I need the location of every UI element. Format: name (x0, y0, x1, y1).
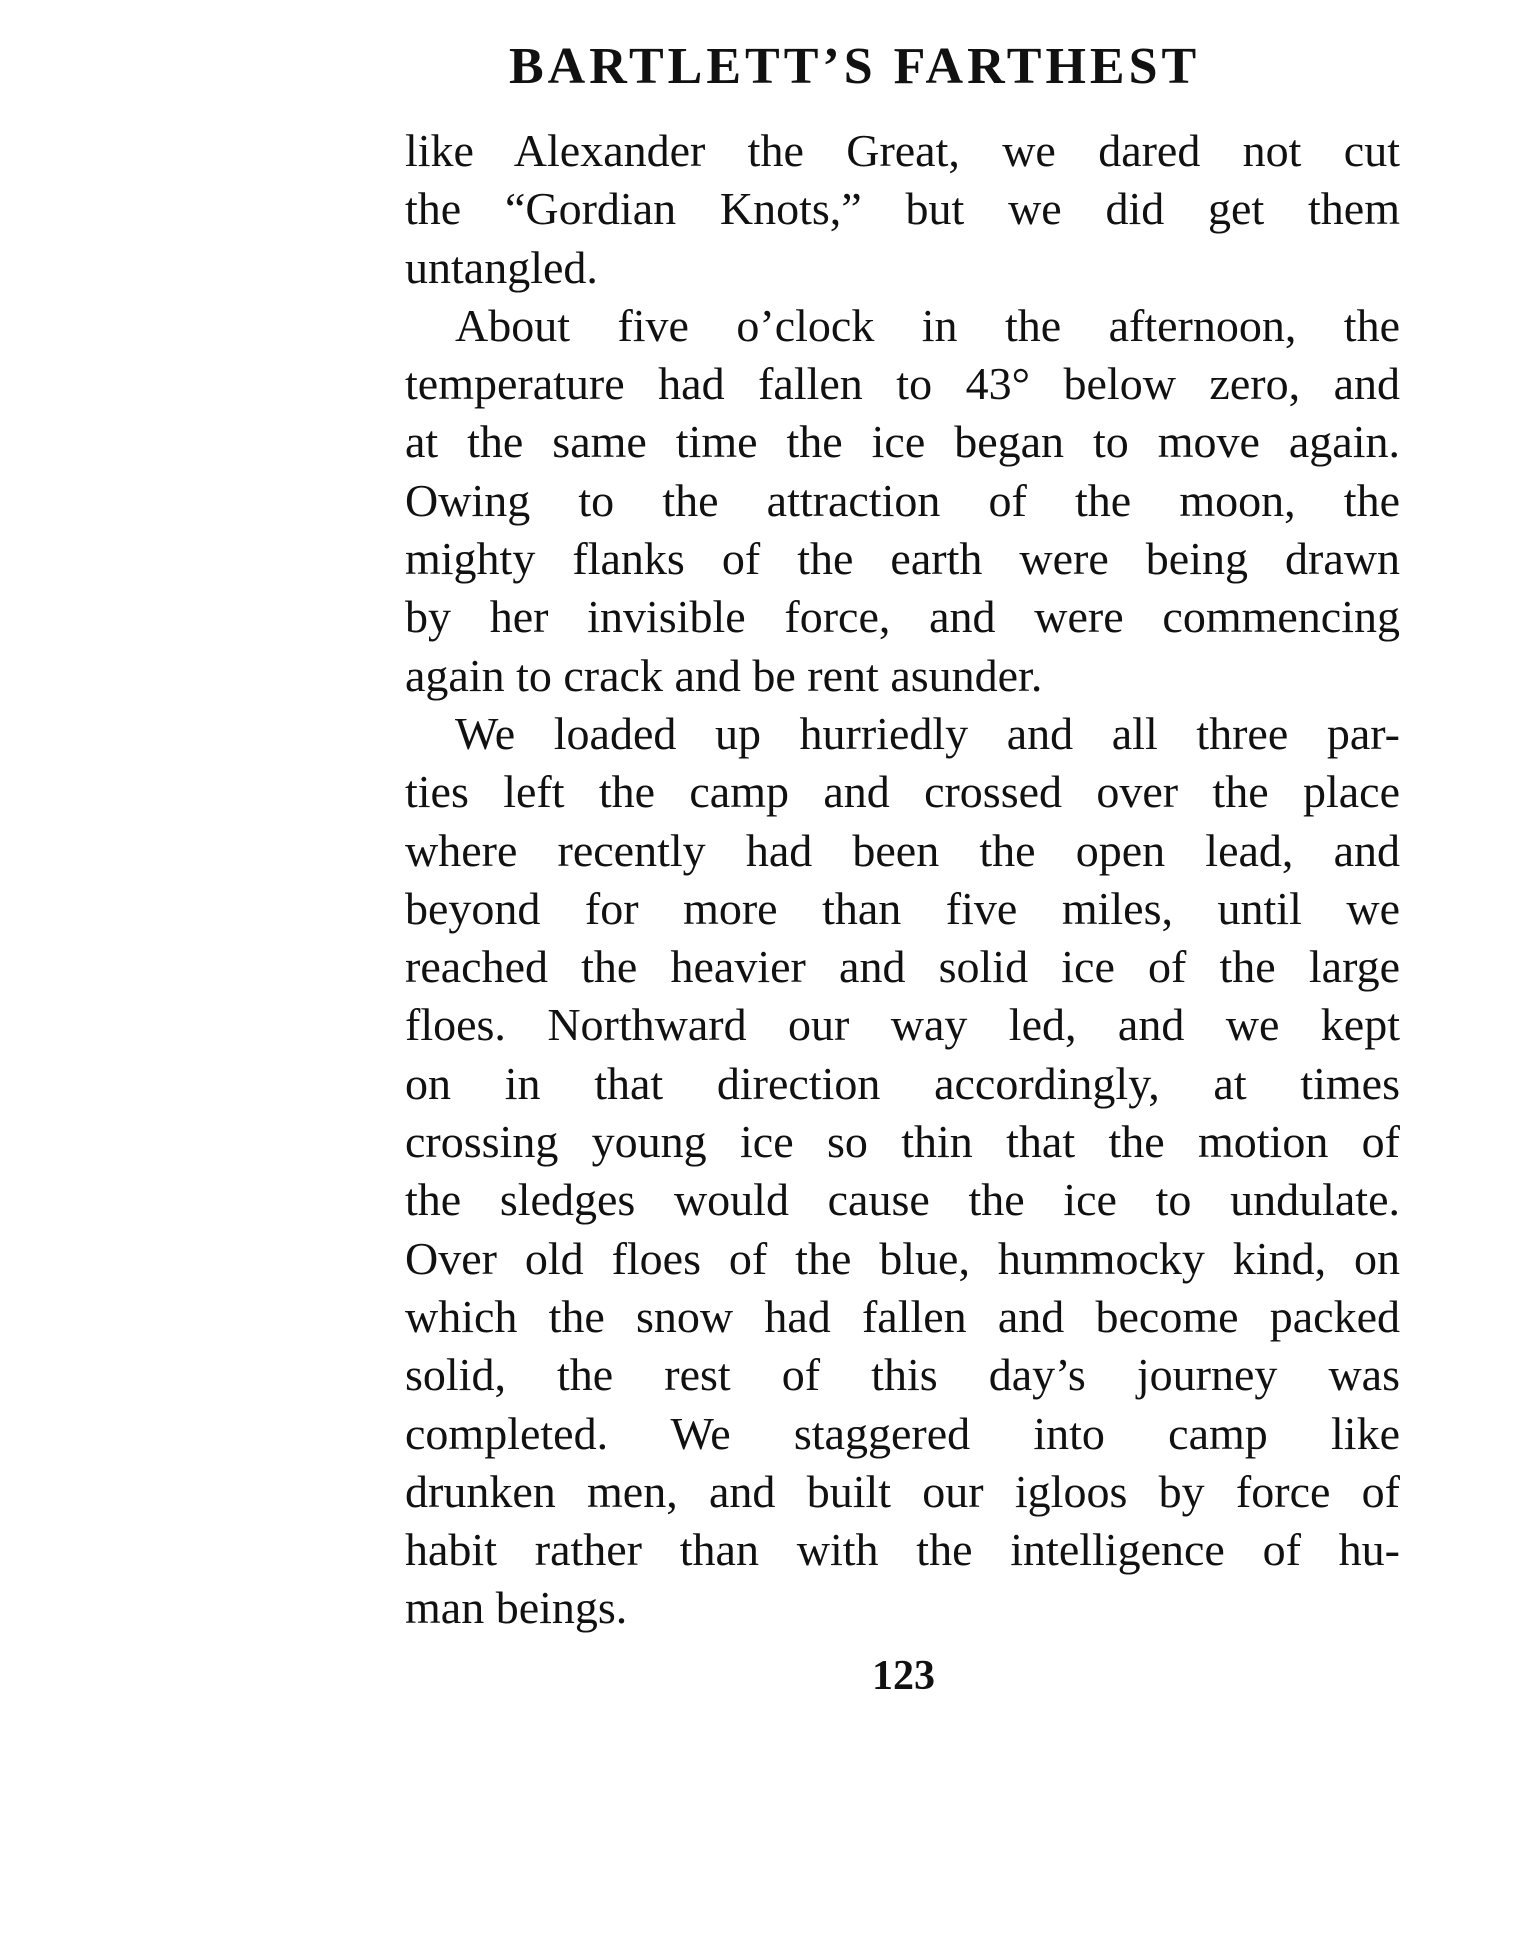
text-line: the sledges would cause the ice to undulate. (405, 1174, 1400, 1226)
text-line: drunken men, and built our igloos by force of (405, 1465, 1400, 1517)
text-line: at the same time the ice began to move again. (405, 416, 1400, 468)
text-line: again to crack and be rent asunder. (405, 649, 1043, 701)
page-number: 123 (872, 1653, 935, 1699)
body-text (405, 122, 1400, 1638)
text-line: Owing to the attraction of the moon, the (405, 474, 1400, 526)
text-line: by her invisible force, and were commencing (405, 591, 1400, 643)
text-line: crossing young ice so thin that the motion of (405, 1116, 1400, 1168)
text-line: habit rather than with the intelligence of hu- (405, 1524, 1400, 1576)
text-line: We loaded up hurriedly and all three par- (455, 707, 1400, 759)
text-line: on in that direction accordingly, at times (405, 1057, 1400, 1109)
text-line: like Alexander the Great, we dared not cut (405, 125, 1400, 176)
text-line: temperature had fallen to 43° below zero, and (405, 358, 1400, 410)
text-line: beyond for more than five miles, until we (405, 882, 1400, 934)
paragraph-1 (405, 122, 1400, 297)
text-line: untangled. (405, 241, 598, 293)
text-line: where recently had been the open lead, and (405, 824, 1400, 876)
text-line: floes. Northward our way led, and we kept (405, 999, 1400, 1051)
text-line: which the snow had fallen and become packed (405, 1290, 1400, 1342)
text-line: completed. We staggered into camp like (405, 1407, 1400, 1459)
paragraph-3 (405, 705, 1400, 1638)
text-line: About five o’clock in the afternoon, the (455, 299, 1400, 351)
running-title: BARTLETT’S FARTHEST (509, 38, 1201, 95)
text-line: reached the heavier and solid ice of the large (405, 941, 1400, 993)
text-line: solid, the rest of this day’s journey was (405, 1349, 1400, 1401)
paragraph-2 (405, 297, 1400, 705)
text-line: Over old floes of the blue, hummocky kind, on (405, 1232, 1400, 1284)
text-line: mighty flanks of the earth were being drawn (405, 533, 1400, 585)
text-line: man beings. (405, 1582, 628, 1634)
text-line: the “Gordian Knots,” but we did get them (405, 183, 1400, 235)
text-line: ties left the camp and crossed over the place (405, 766, 1400, 818)
